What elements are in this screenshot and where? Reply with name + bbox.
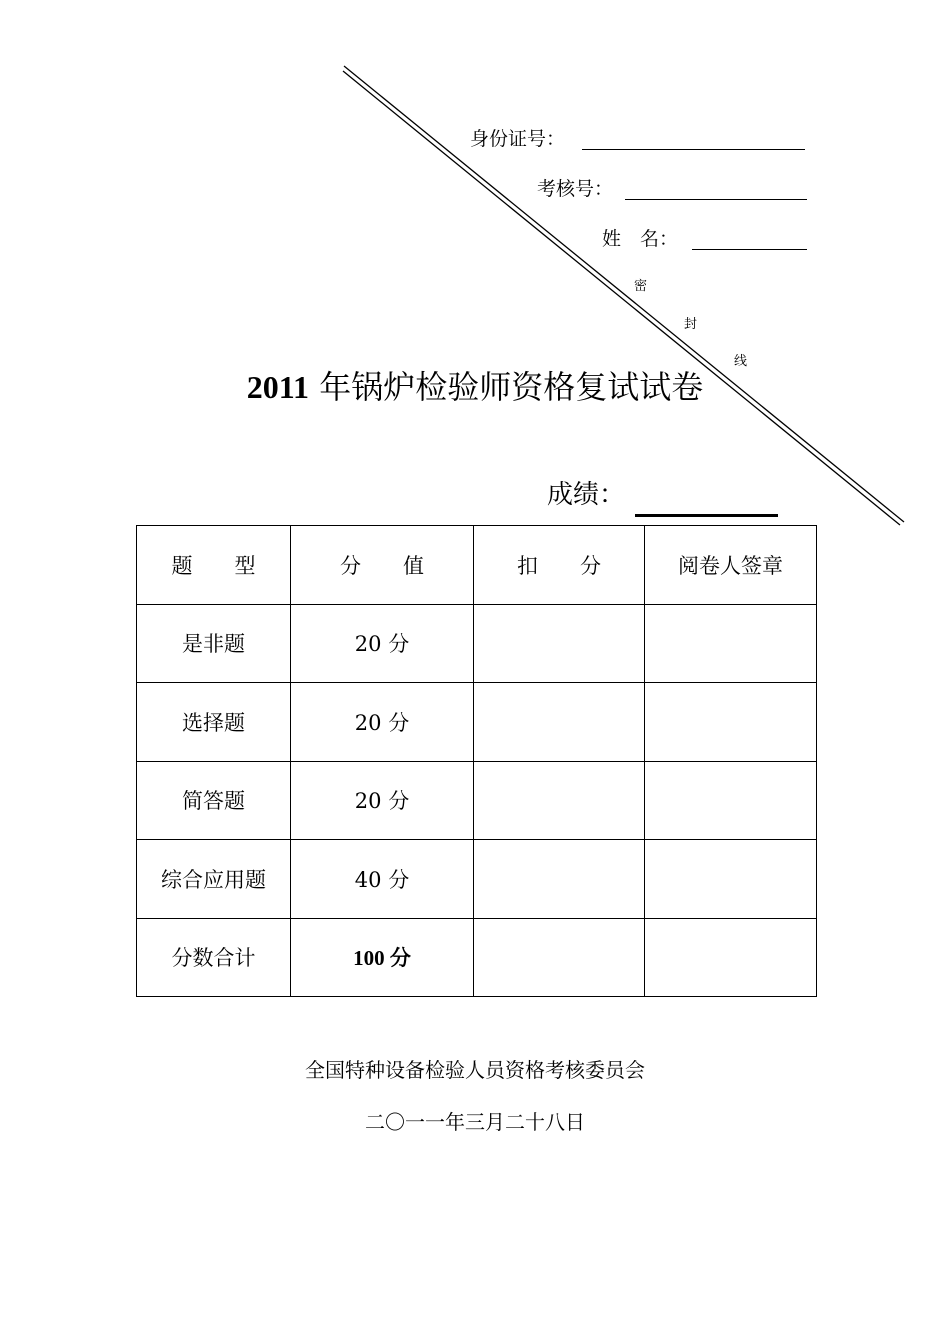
exam-number-label: 考核号： [537,178,614,200]
header-deduction: 扣 分 [474,526,645,605]
header-question-type: 题 型 [137,526,291,605]
row-signature-cell[interactable] [645,918,817,997]
row-points: 20 分 [291,604,474,683]
seal-char-feng: 封 [684,317,698,332]
name-field[interactable] [692,249,807,250]
row-signature-cell[interactable] [645,761,817,840]
row-signature-cell[interactable] [645,840,817,919]
score-table [136,525,817,997]
id-number-label: 身份证号： [470,128,566,150]
row-question-type: 分数合计 [137,918,291,997]
row-points: 20 分 [291,683,474,762]
row-points-total: 100 分 [291,918,474,997]
row-question-type: 是非题 [137,604,291,683]
row-points: 40 分 [291,840,474,919]
id-number-field[interactable] [582,149,805,150]
header-point-value: 分 值 [291,526,474,605]
title-year: 2011 [246,369,310,405]
table-total-row [137,918,817,997]
table-row [137,761,817,840]
table-header-row [137,526,817,605]
row-signature-cell[interactable] [645,683,817,762]
row-deduction-cell[interactable] [474,840,645,919]
row-deduction-cell[interactable] [474,683,645,762]
seal-char-mi: 密 [634,279,648,294]
table-row [137,683,817,762]
score-label: 成绩： [547,480,626,510]
row-deduction-cell[interactable] [474,918,645,997]
seal-diagonal-line [0,0,950,560]
exam-number-field[interactable] [625,199,807,200]
table-row [137,604,817,683]
row-points: 20 分 [291,761,474,840]
row-question-type: 简答题 [137,761,291,840]
name-label: 姓 名： [602,228,679,250]
exam-date: 二〇一一年三月二十八日 [365,1110,585,1134]
row-signature-cell[interactable] [645,604,817,683]
row-deduction-cell[interactable] [474,604,645,683]
issuing-organization: 全国特种设备检验人员资格考核委员会 [305,1058,645,1082]
header-grader-signature: 阅卷人签章 [645,526,817,605]
page-title [0,362,950,412]
score-field[interactable] [635,514,778,517]
title-text: 年锅炉检验师资格复试试卷 [319,368,704,406]
row-question-type: 综合应用题 [137,840,291,919]
table-row [137,840,817,919]
row-question-type: 选择题 [137,683,291,762]
row-deduction-cell[interactable] [474,761,645,840]
seal-char-xian: 线 [734,354,748,369]
